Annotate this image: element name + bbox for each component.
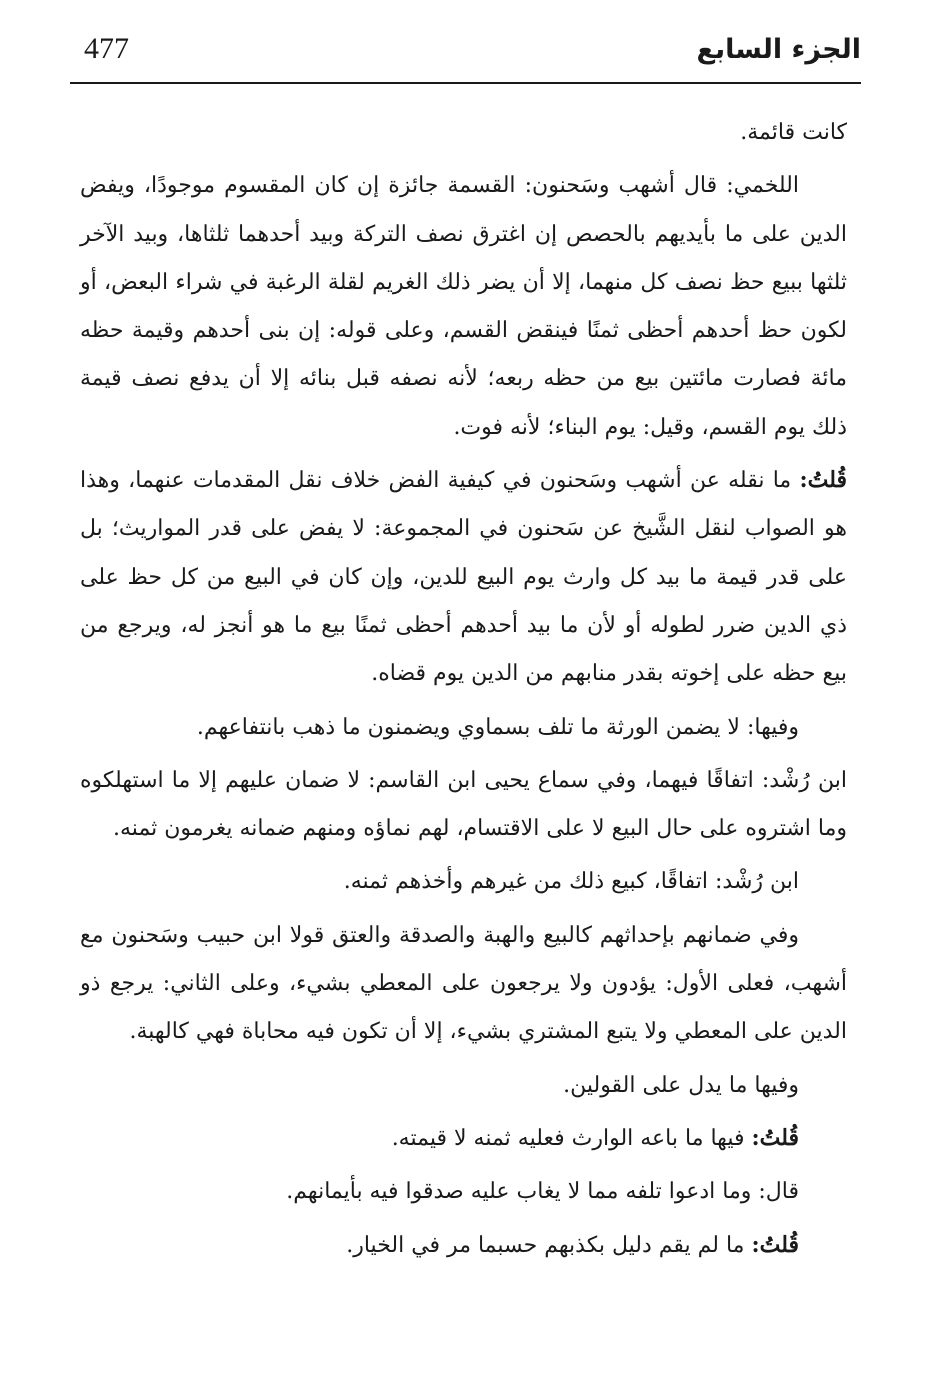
running-title: الجزء السابع bbox=[696, 34, 861, 65]
paragraph-5 bbox=[80, 756, 847, 854]
paragraph-7 bbox=[80, 911, 847, 1057]
page-number: 477 bbox=[84, 32, 129, 65]
paragraph-lead: قُلتُ: bbox=[751, 1231, 799, 1258]
paragraph-4 bbox=[80, 703, 847, 752]
paragraph-text: وفيها ما يدل على القولين. bbox=[563, 1072, 799, 1098]
paragraph-text: كانت قائمة. bbox=[740, 120, 847, 145]
paragraph-9 bbox=[80, 1114, 847, 1163]
paragraph-text: ابن رُشْد: اتفاقًا، كبيع ذلك من غيرهم وأخذهم ثمنه. bbox=[343, 869, 799, 895]
paragraph-6 bbox=[80, 857, 847, 906]
paragraph-2 bbox=[80, 161, 847, 452]
page-body bbox=[80, 108, 847, 1274]
paragraph-text: اللخمي: قال أشهب وسَحنون: القسمة جائزة إن كان المقسوم موجودًا، ويفض الدين على ما بأيديهم بالحصص إن اغترق نصف التركة وبيد أحدهما ثلثاها، وبيد الآخر ثلثها ببيع حظ نصف كل منهما، إلا أن يضر ذلك الغريم لقلة الرغبة في شراء البعض، أو لكون حظ أحدهم أحظى ثمنًا فينقض القسم، وعلى قوله: إن بنى أحدهم وقيمة حظه مائة فصارت مائتين بيع من حظه ربعه؛ لأنه نصفه قبل بنائه إلا أن يدفع نصف قيمة ذلك يوم القسم، وقيل: يوم البناء؛ لأنه فوت. bbox=[80, 173, 847, 440]
paragraph-text: قال: وما ادعوا تلفه مما لا يغاب عليه صدقوا فيه بأيمانهم. bbox=[286, 1179, 799, 1205]
paragraph-text: ما نقله عن أشهب وسَحنون في كيفية الفض خلاف نقل المقدمات عنهما، وهذا هو الصواب لنقل الشَّيخ عن سَحنون في المجموعة: لا يفض على قدر المواريث؛ بل على قدر قيمة ما بيد كل وارث يوم البيع للدين، وإن كان في البيع من كل حظ على ذي الدين ضرر لطوله أو لأن ما بيد أحدهم أحظى ثمنًا بيع ما هو أنجز له، ويرجع من بيع حظه على إخوته بقدر منابهم من الدين يوم قضاه. bbox=[80, 468, 847, 687]
paragraph-text: وفيها: لا يضمن الورثة ما تلف بسماوي ويضمنون ما ذهب بانتفاعهم. bbox=[196, 714, 799, 740]
paragraph-10 bbox=[80, 1167, 847, 1216]
paragraph-1 bbox=[80, 108, 847, 157]
paragraph-text: فيها ما باعه الوارث فعليه ثمنه لا قيمته. bbox=[391, 1125, 752, 1151]
paragraph-3 bbox=[80, 456, 847, 698]
paragraph-8 bbox=[80, 1061, 847, 1110]
paragraph-lead: قُلتُ: bbox=[799, 467, 847, 494]
paragraph-text: ابن رُشْد: اتفاقًا فيهما، وفي سماع يحيى ابن القاسم: لا ضمان عليهم إلا ما استهلكوه وما اشتروه على حال البيع لا على الاقتسام، لهم نماؤه ومنهم ضمانه يغرمون ثمنه. bbox=[80, 767, 847, 842]
paragraph-text: وفي ضمانهم بإحداثهم كالبيع والهبة والصدقة والعتق قولا ابن حبيب وسَحنون مع أشهب، فعلى الأول: يؤدون ولا يرجعون على المعطي بشيء، وعلى الثاني: يرجع ذو الدين على المعطي ولا يتبع المشتري بشيء، إلا أن تكون فيه محاباة فهي كالهبة. bbox=[80, 922, 847, 1045]
paragraph-text: ما لم يقم دليل بكذبهم حسبما مر في الخيار. bbox=[346, 1232, 752, 1258]
paragraph-11 bbox=[80, 1221, 847, 1270]
paragraph-lead: قُلتُ: bbox=[751, 1124, 799, 1151]
page-header bbox=[70, 30, 861, 84]
